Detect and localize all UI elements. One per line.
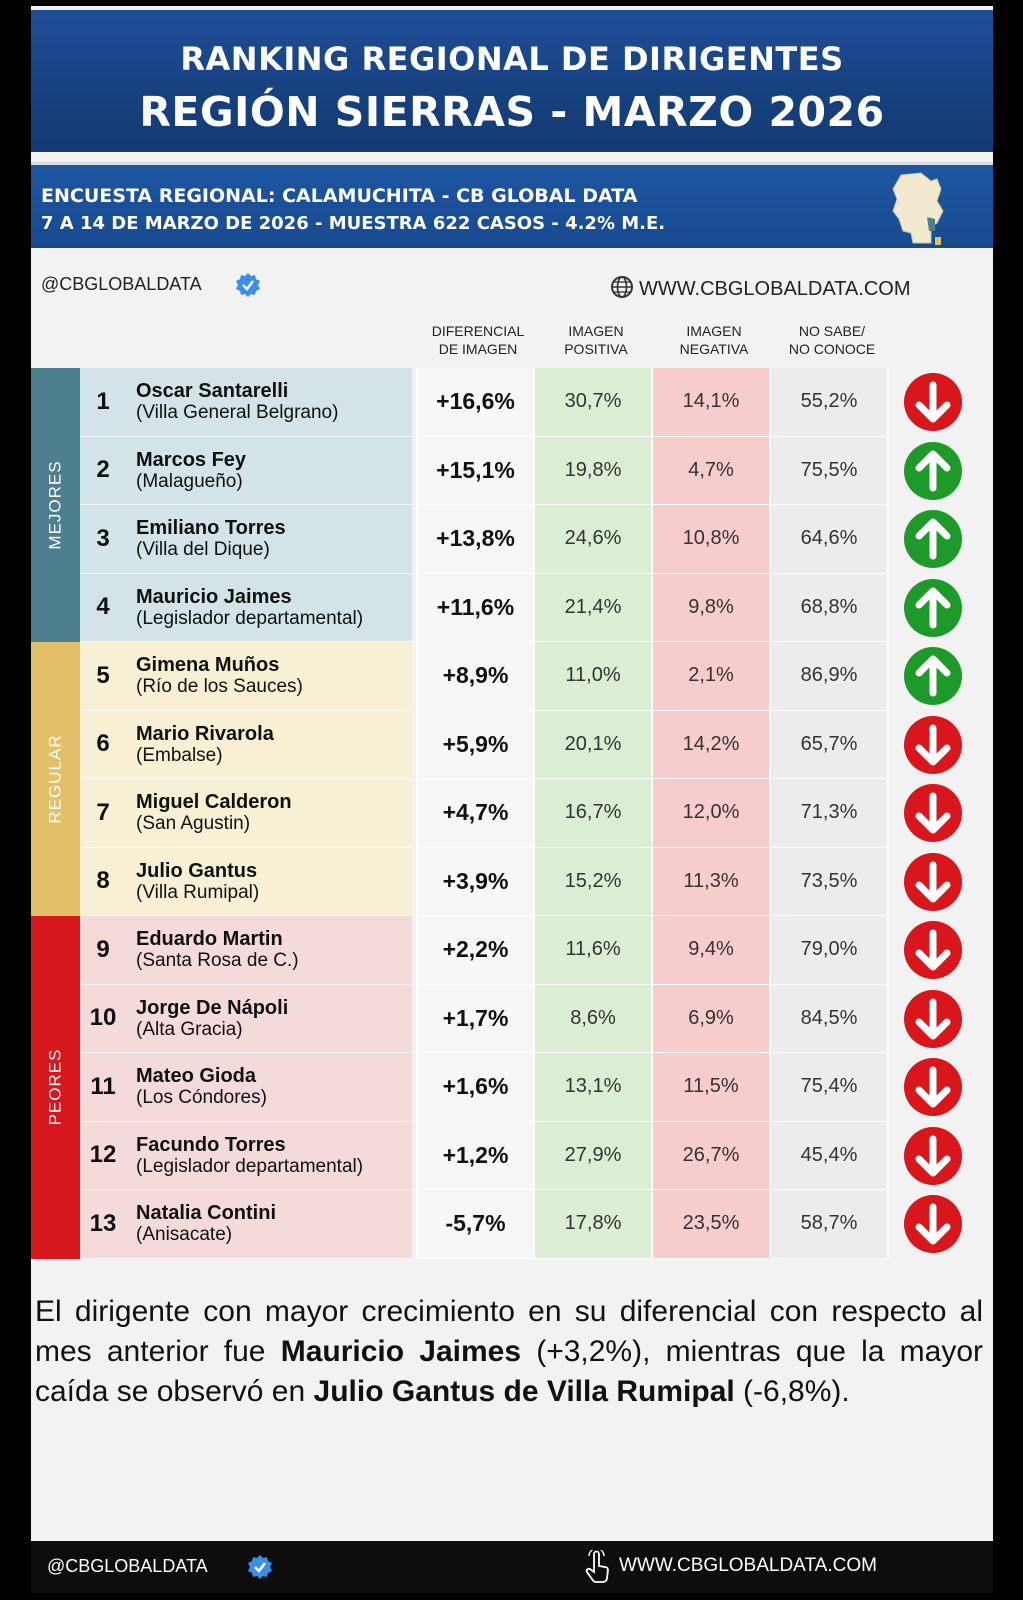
negative-image-cell: 4,7% <box>653 437 771 506</box>
leader-location: (Río de los Sauces) <box>136 676 303 697</box>
unknown-cell: 68,8% <box>771 574 889 643</box>
negative-image-cell: 11,5% <box>653 1053 771 1122</box>
title-line-1: RANKING REGIONAL DE DIRIGENTES <box>180 40 844 78</box>
trend-down-arrow-icon <box>903 715 963 775</box>
group-band-peores <box>31 916 80 1259</box>
unknown-cell: 64,6% <box>771 505 889 574</box>
leader-name: Gimena Muños <box>136 654 280 676</box>
positive-image-cell: 15,2% <box>535 848 653 917</box>
unknown-cell: 75,4% <box>771 1053 889 1122</box>
name-cell <box>80 574 412 643</box>
table-row <box>80 642 993 711</box>
leader-name: Eduardo Martin <box>136 928 283 950</box>
diferencial-cell: +4,7% <box>416 779 535 848</box>
summary-text: El dirigente con mayor crecimiento en su diferencial con respecto al mes anterior fue <box>35 1295 983 1368</box>
summary-text: (+3,2%), mientras que la mayor caída se observó en <box>35 1335 984 1408</box>
diferencial-cell: +15,1% <box>416 437 535 506</box>
positive-image-cell: 11,0% <box>535 642 653 711</box>
trend-down-arrow-icon <box>903 920 963 980</box>
table-row <box>80 779 993 848</box>
negative-image-cell: 12,0% <box>653 779 771 848</box>
rank-number: 4 <box>96 593 110 621</box>
name-cell <box>80 368 412 437</box>
diferencial-cell: +1,7% <box>416 985 535 1054</box>
rank-number: 7 <box>96 798 110 826</box>
trend-down-arrow-icon <box>903 1194 963 1254</box>
leader-name: Natalia Contini <box>136 1202 277 1224</box>
leader-location: (Santa Rosa de C.) <box>136 950 299 971</box>
table-row <box>80 1053 993 1122</box>
name-cell <box>80 779 412 848</box>
group-band-regular <box>31 642 80 916</box>
name-cell <box>80 505 412 574</box>
table-row <box>80 1122 993 1191</box>
diferencial-cell: +11,6% <box>416 574 535 643</box>
negative-image-cell: 9,4% <box>653 916 771 985</box>
diferencial-cell: +1,2% <box>416 1122 535 1191</box>
negative-image-cell: 6,9% <box>653 985 771 1054</box>
diferencial-cell: +2,2% <box>416 916 535 985</box>
rank-number: 13 <box>89 1209 117 1237</box>
unknown-cell: 86,9% <box>771 642 889 711</box>
name-cell <box>80 985 412 1054</box>
diferencial-cell: +16,6% <box>416 368 535 437</box>
column-header-positiva <box>537 322 655 358</box>
leader-name: Mauricio Jaimes <box>136 585 292 608</box>
unknown-cell: 58,7% <box>771 1190 889 1259</box>
column-header-line: NEGATIVA <box>679 341 749 357</box>
infographic-card <box>31 6 993 1593</box>
group-label: MEJORES <box>45 460 65 550</box>
group-label-wrapper <box>31 368 80 642</box>
survey-info-banner <box>31 162 993 248</box>
name-cell <box>80 711 412 780</box>
table-row <box>80 574 993 643</box>
rank-number: 3 <box>96 524 110 552</box>
leader-location: (Malagueño) <box>136 470 243 492</box>
unknown-cell: 55,2% <box>771 368 889 437</box>
column-header-line: DIFERENCIAL <box>431 323 525 339</box>
trend-up-arrow-icon <box>903 509 963 569</box>
positive-image-cell: 30,7% <box>535 368 653 437</box>
column-header-negativa <box>655 322 773 358</box>
unknown-cell: 75,5% <box>771 437 889 506</box>
social-handle: @CBGLOBALDATA <box>41 274 202 294</box>
name-cell <box>80 1190 412 1259</box>
rank-number: 2 <box>96 456 110 484</box>
diferencial-cell: +1,6% <box>416 1053 535 1122</box>
name-cell <box>80 1053 412 1122</box>
column-header-no-sabe <box>773 322 891 358</box>
positive-image-cell: 16,7% <box>535 779 653 848</box>
table-row <box>80 711 993 780</box>
trend-up-arrow-icon <box>903 578 963 638</box>
summary-text: (-6,8%). <box>734 1375 850 1408</box>
title-banner <box>31 10 993 152</box>
table-row <box>80 505 993 574</box>
table-row <box>80 1190 993 1259</box>
trend-down-arrow-icon <box>903 852 963 912</box>
footer-bar <box>31 1541 993 1593</box>
column-header-line: IMAGEN <box>686 323 742 339</box>
leader-location: (San Agustin) <box>136 813 251 834</box>
leader-location: (Villa del Dique) <box>136 539 270 560</box>
table-row <box>80 985 993 1054</box>
positive-image-cell: 17,8% <box>535 1190 653 1259</box>
group-band-mejores <box>31 368 80 642</box>
title-line-2: REGIÓN SIERRAS - MARZO 2026 <box>139 88 885 136</box>
leader-location: (Embalse) <box>136 744 223 766</box>
leader-name: Julio Gantus <box>136 859 258 882</box>
survey-details: 7 A 14 DE MARZO DE 2026 - MUESTRA 622 CASOS - 4.2% M.E. <box>41 213 666 234</box>
column-header-line: NO CONOCE <box>788 341 876 357</box>
unknown-cell: 45,4% <box>771 1122 889 1191</box>
name-cell <box>80 848 412 917</box>
survey-title: ENCUESTA REGIONAL: CALAMUCHITA - CB GLOBAL DATA <box>41 185 638 207</box>
group-label-wrapper <box>31 916 80 1259</box>
verified-badge-icon <box>235 272 261 298</box>
column-header-line: POSITIVA <box>564 341 628 357</box>
column-header-line: IMAGEN <box>568 323 624 339</box>
pointer-hand-icon <box>583 1550 613 1584</box>
rank-number: 6 <box>96 730 110 758</box>
negative-image-cell: 9,8% <box>653 574 771 643</box>
leader-name: Mateo Gioda <box>136 1065 257 1087</box>
table-row <box>80 916 993 985</box>
leader-location: (Los Cóndores) <box>136 1087 267 1108</box>
summary-paragraph <box>35 1292 983 1412</box>
verified-badge-icon <box>247 1554 273 1580</box>
leader-name: Miguel Calderon <box>136 791 292 813</box>
positive-image-cell: 13,1% <box>535 1053 653 1122</box>
leader-location: (Legislador departamental) <box>136 607 364 629</box>
unknown-cell: 84,5% <box>771 985 889 1054</box>
column-header-diferencial <box>419 322 537 358</box>
diferencial-cell: +8,9% <box>416 642 535 711</box>
leader-location: (Villa Rumipal) <box>136 881 260 903</box>
table-row <box>80 848 993 917</box>
rank-number: 5 <box>96 661 110 689</box>
name-cell <box>80 1122 412 1191</box>
trend-up-arrow-icon <box>903 646 963 706</box>
trend-down-arrow-icon <box>903 1057 963 1117</box>
rank-number: 1 <box>96 387 110 415</box>
diferencial-cell: +5,9% <box>416 711 535 780</box>
trend-up-arrow-icon <box>903 441 963 501</box>
unknown-cell: 73,5% <box>771 848 889 917</box>
positive-image-cell: 11,6% <box>535 916 653 985</box>
negative-image-cell: 10,8% <box>653 505 771 574</box>
negative-image-cell: 11,3% <box>653 848 771 917</box>
summary-highlight-growth: Mauricio Jaimes <box>280 1335 522 1368</box>
province-map-icon <box>887 171 947 247</box>
leader-name: Marcos Fey <box>136 448 247 471</box>
diferencial-cell: +3,9% <box>416 848 535 917</box>
positive-image-cell: 8,6% <box>535 985 653 1054</box>
diferencial-cell: -5,7% <box>416 1190 535 1259</box>
table-row <box>80 368 993 437</box>
rank-number: 9 <box>96 935 110 963</box>
leader-location: (Legislador departamental) <box>136 1155 364 1177</box>
negative-image-cell: 23,5% <box>653 1190 771 1259</box>
unknown-cell: 71,3% <box>771 779 889 848</box>
positive-image-cell: 19,8% <box>535 437 653 506</box>
leader-name: Oscar Santarelli <box>136 380 289 402</box>
negative-image-cell: 26,7% <box>653 1122 771 1191</box>
rank-number: 8 <box>96 867 110 895</box>
rank-number: 10 <box>89 1004 117 1032</box>
unknown-cell: 79,0% <box>771 916 889 985</box>
website-link[interactable]: WWW.CBGLOBALDATA.COM <box>639 278 911 300</box>
positive-image-cell: 20,1% <box>535 711 653 780</box>
leader-name: Mario Rivarola <box>136 722 274 745</box>
positive-image-cell: 21,4% <box>535 574 653 643</box>
footer-website-link[interactable]: WWW.CBGLOBALDATA.COM <box>619 1555 877 1576</box>
rank-number: 12 <box>89 1141 117 1169</box>
name-cell <box>80 642 412 711</box>
name-cell <box>80 916 412 985</box>
group-label: PEORES <box>45 1048 65 1126</box>
footer-social-handle: @CBGLOBALDATA <box>47 1556 208 1576</box>
positive-image-cell: 27,9% <box>535 1122 653 1191</box>
column-header-line: NO SABE/ <box>798 323 866 339</box>
leader-location: (Alta Gracia) <box>136 1018 243 1040</box>
rank-number: 11 <box>90 1072 116 1100</box>
summary-highlight-drop: Julio Gantus de Villa Rumipal <box>313 1375 735 1408</box>
trend-down-arrow-icon <box>903 989 963 1049</box>
group-label: REGULAR <box>45 734 65 824</box>
leader-location: (Anisacate) <box>136 1224 233 1245</box>
trend-down-arrow-icon <box>903 1126 963 1186</box>
negative-image-cell: 2,1% <box>653 642 771 711</box>
globe-icon <box>609 274 635 300</box>
negative-image-cell: 14,2% <box>653 711 771 780</box>
leader-name: Emiliano Torres <box>136 517 286 539</box>
diferencial-cell: +13,8% <box>416 505 535 574</box>
table-row <box>80 437 993 506</box>
leader-location: (Villa General Belgrano) <box>136 402 339 423</box>
unknown-cell: 65,7% <box>771 711 889 780</box>
negative-image-cell: 14,1% <box>653 368 771 437</box>
trend-down-arrow-icon <box>903 372 963 432</box>
column-header-line: DE IMAGEN <box>438 341 518 357</box>
leader-name: Facundo Torres <box>136 1133 286 1156</box>
group-label-wrapper <box>31 642 80 916</box>
name-cell <box>80 437 412 506</box>
trend-down-arrow-icon <box>903 783 963 843</box>
leader-name: Jorge De Nápoli <box>136 996 289 1019</box>
positive-image-cell: 24,6% <box>535 505 653 574</box>
